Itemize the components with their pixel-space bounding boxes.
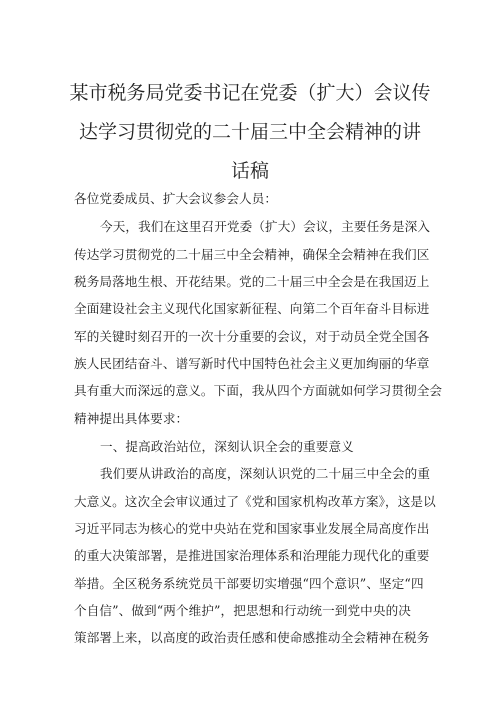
- paragraph-1-line: 税务局落地生根、开花结果。党的二十届三中全会是在我国迈上: [74, 274, 430, 289]
- title-line-2: 达学习贯彻党的二十届三中全会精神的讲: [78, 121, 421, 143]
- paragraph-2-line: 习近平同志为核心的党中央站在党和国家事业发展全局高度作出: [74, 521, 430, 536]
- paragraph-2-line: 的重大决策部署，是推进国家治理体系和治理能力现代化的重要: [74, 548, 430, 563]
- paragraph-1-line: 传达学习贯彻党的二十届三中全会精神，确保全会精神在我们区: [74, 247, 430, 262]
- paragraph-1-line: 今天，我们在这里召开党委（扩大）会议，主要任务是深入: [100, 219, 431, 234]
- salutation: 各位党委成员、扩大会议参会人员：: [74, 191, 278, 206]
- paragraph-2-line: 我们要从讲政治的高度，深刻认识党的二十届三中全会的重: [100, 466, 431, 481]
- title-line-3: 话稿: [230, 160, 269, 182]
- title-line-1: 某市税务局党委书记在党委（扩大）会议传: [69, 82, 431, 104]
- paragraph-2-line: 大意义。这次全会审议通过了《党和国家机构改革方案》，这是以: [74, 494, 436, 509]
- paragraph-2-line: 举措。全区税务系统党员干部要切实增强“四个意识”、坚定“四: [74, 576, 424, 591]
- paragraph-1-line: 全面建设社会主义现代化国家新征程、向第二个百年奋斗目标进: [74, 301, 430, 316]
- paragraph-1-line: 族人民团结奋斗、谱写新时代中国特色社会主义更加绚丽的华章: [74, 356, 430, 371]
- section-heading-1: 一、提高政治站位，深刻认识全会的重要意义: [100, 439, 354, 454]
- paragraph-1-line: 精神提出具体要求：: [74, 411, 189, 426]
- paragraph-1-line: 具有重大而深远的意义。下面，我从四个方面就如何学习贯彻全会: [74, 383, 443, 398]
- paragraph-1-line: 军的关键时刻召开的一次十分重要的会议，对于动员全党全国各: [74, 329, 430, 344]
- paragraph-2-line: 个自信”、做到“两个维护”，把思想和行动统一到党中央的决: [74, 603, 411, 618]
- paragraph-2-line: 策部署上来，以高度的政治责任感和使命感推动全会精神在税务: [74, 630, 430, 645]
